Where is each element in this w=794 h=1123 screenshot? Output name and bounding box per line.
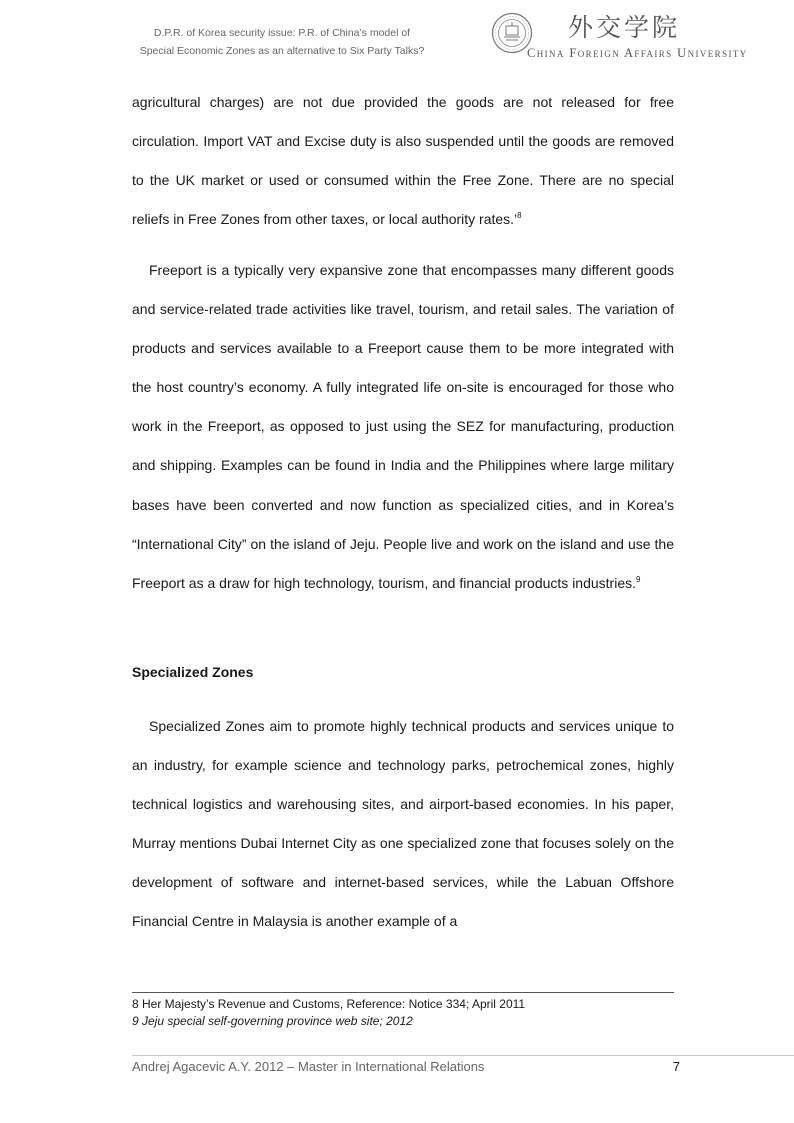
footer-author: Andrej Agacevic A.Y. 2012 – Master in International Relations xyxy=(132,1059,485,1074)
page-number: 7 xyxy=(672,1059,680,1074)
paragraph-3 xyxy=(132,707,674,942)
footnote-ref-8[interactable]: 8 xyxy=(517,211,522,221)
paragraph-1 xyxy=(132,83,674,239)
running-title-line-2: Special Economic Zones as an alternative to Six Party Talks? xyxy=(139,45,425,57)
footnote-9: 9 Jeju special self-governing province web site; 2012 xyxy=(132,1014,413,1028)
footer-divider xyxy=(132,1055,794,1056)
paragraph-2 xyxy=(132,251,674,603)
university-name-english: China Foreign Affairs University xyxy=(527,46,748,60)
paragraph-3-text: Specialized Zones aim to promote highly technical products and services unique to an industry, for example science and technology parks, petrochemical zones, highly technical logistics and warehousing sites, and airport-based economies. In his paper, Murray mentions Dubai Internet City as one specialized zone that focuses solely on the development of software and internet-based services, while the Labuan Offshore Financial Centre in Malaysia is another example of a xyxy=(132,718,674,930)
paragraph-1-text: agricultural charges) are not due provided the goods are not released for free circulation. Import VAT and Excise duty is also suspended until the goods are removed to the UK market or used or consumed within the Free Zone. There are no special reliefs in Free Zones from other taxes, or local authority rates.’ xyxy=(132,94,674,228)
university-name-chinese: 外交学院 xyxy=(568,13,681,42)
running-title-line-1: D.P.R. of Korea security issue: P.R. of China’s model of xyxy=(153,27,411,39)
running-title xyxy=(132,24,432,60)
footnote-8: 8 Her Majesty’s Revenue and Customs, Reference: Notice 334; April 2011 xyxy=(132,997,526,1011)
footnotes xyxy=(132,996,525,1030)
section-heading: Specialized Zones xyxy=(132,664,254,680)
page-header xyxy=(0,0,794,75)
footnote-ref-9[interactable]: 9 xyxy=(636,574,641,584)
footnote-divider xyxy=(132,992,674,993)
paragraph-2-text: Freeport is a typically very expansive zone that encompasses many different goods and service-related trade activities like travel, tourism, and retail sales. The variation of products and services available to a Freeport cause them to be more integrated with the host country’s economy. A fully integrated life on-site is encouraged for those who work in the Freeport, as opposed to just using the SEZ for manufacturing, production and shipping. Examples can be found in India and the Philippines where large military bases have been converted and now function as specialized cities, and in Korea’s “International City” on the island of Jeju. People live and work on the island and use the Freeport as a draw for high technology, tourism, and financial products industries. xyxy=(132,262,674,591)
